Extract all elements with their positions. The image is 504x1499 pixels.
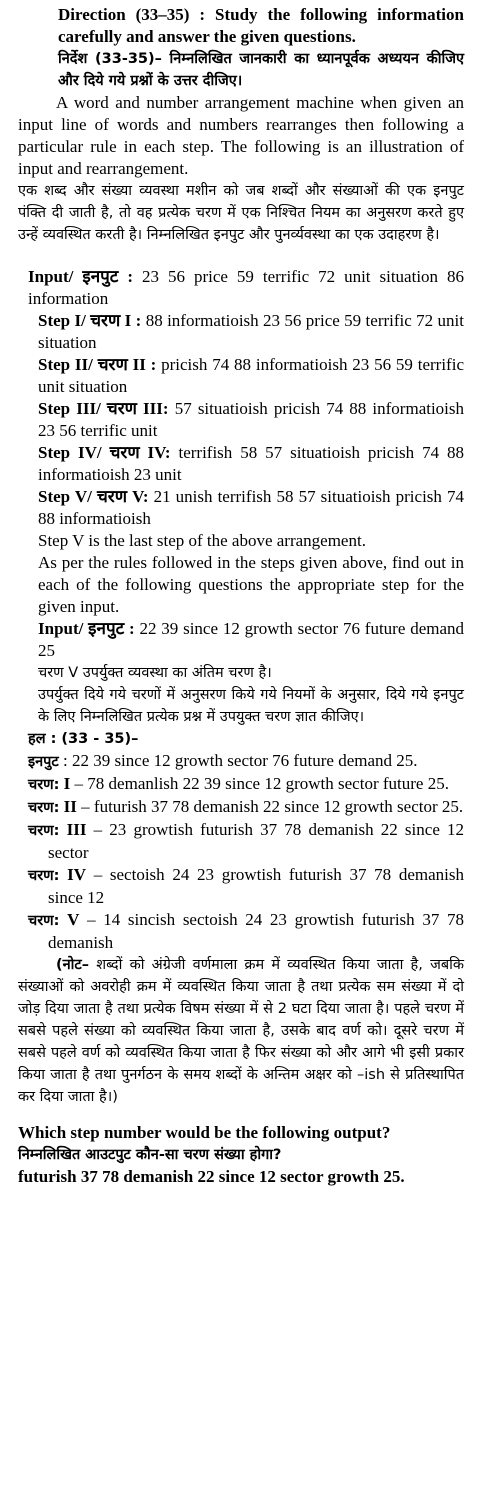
solution-step-text: – sectoish 24 23 growtish futurish 37 78 demanish since 12: [48, 865, 464, 907]
given-input-text: 22 39 since 12 growth sector 76 future demand 25: [38, 619, 465, 660]
solution-step-label: चरण:: [28, 823, 60, 839]
step-text: terrifish 58 57 situatioish pricish 74 88 informatioish 23 unit: [38, 443, 465, 484]
solution-step: [18, 909, 464, 954]
solution-step-label: चरण:: [28, 777, 60, 793]
question-english: Which step number would be the following output?: [18, 1123, 391, 1142]
last-step-note-hindi: चरण V उपर्युक्त व्यवस्था का अंतिम चरण है।: [38, 665, 272, 681]
step-label: Step V/ चरण V:: [38, 487, 149, 506]
given-input-label: Input/ इनपुट :: [38, 619, 135, 638]
step-label: Step III/ चरण III:: [38, 399, 169, 418]
example-steps: [18, 310, 464, 728]
solution-heading: हल : (33 - 35)–: [28, 731, 139, 747]
example-input: [18, 266, 464, 310]
solution-step: [18, 796, 464, 819]
solution-step-number: IV: [67, 865, 87, 884]
solution-step: [18, 864, 464, 909]
solution-note-text: शब्दों को अंग्रेजी वर्णमाला क्रम में व्यवस्थित किया जाता है, जबकि संख्याओं को अवरोही क्रम में व्यवस्थित किया जाता है तथा प्रत्येक सम संख्या में दो जोड़ दिया जाता है तथा प्रत्येक विषम संख्या में से 2 घटा दिया जाता है। पहले चरण में सबसे पहले संख्या को व्यवस्थित किया जाता है, उसके बाद वर्ण को। दूसरे चरण में सबसे पहले वर्ण को व्यवस्थित किया जाता है फिर संख्या को और आगे भी इसी प्रकार किया जाता है तथा पुनर्गठन के समय शब्दों के अन्तिम अक्षर को –ish से प्रतिस्थापित कर दिया जाता है।): [18, 957, 464, 1105]
solution-step-number: I: [63, 774, 71, 793]
example-step: [38, 486, 464, 530]
step-label: Step I/ चरण I :: [38, 311, 142, 330]
solution-step-number: II: [63, 797, 77, 816]
solution-input: [18, 750, 464, 773]
spacer: [18, 246, 464, 266]
solution-note: [18, 954, 464, 1108]
step-text: 88 informatioish 23 56 price 59 terrific 72 unit situation: [38, 311, 464, 352]
solution-step-label: चरण:: [28, 913, 60, 929]
solution-note-label: (नोट–: [56, 957, 89, 973]
example-step: [38, 442, 464, 486]
solution-step: [18, 773, 464, 796]
solution-step-label: चरण:: [28, 800, 60, 816]
solution-input-text: : 22 39 since 12 growth sector 76 future demand 25.: [62, 751, 418, 770]
intro-english: A word and number arrangement machine when given an input line of words and numbers rearranges then following a particular rule in each step. The following is an illustration of input and rearrangement.: [18, 93, 464, 178]
question-hindi: निम्नलिखित आउटपुट कौन-सा चरण संख्या होगा?: [18, 1147, 282, 1163]
step-label: Step IV/ चरण IV:: [38, 443, 171, 462]
step-text: 57 situatioish pricish 74 88 informatioish 23 56 terrific unit: [38, 399, 465, 440]
rules-note-hindi: उपर्युक्त दिये गये चरणों में अनुसरण किये गये नियमों के अनुसार, दिये गये इनपुट के लिए निम्नलिखित प्रत्येक प्रश्न में उपयुक्त चरण ज्ञात कीजिए।: [38, 687, 464, 725]
step-label: Step II/ चरण II :: [38, 355, 157, 374]
solution-step-number: III: [66, 820, 87, 839]
intro-hindi: एक शब्द और संख्या व्यवस्था मशीन को जब शब्दों और संख्याओं की एक इनपुट पंक्ति दी जाती है, तो वह प्रत्येक चरण में एक निश्चित नियम का अनुसरण करते हुए उन्हें व्यवस्थित करती है। निम्नलिखित इनपुट और पुनर्व्यवस्था का एक उदाहरण है।: [18, 183, 464, 243]
solution-step: [18, 819, 464, 864]
given-input: [38, 618, 464, 662]
example-input-label: Input/ इनपुट :: [28, 267, 133, 286]
solution-step-number: V: [67, 910, 80, 929]
example-step: [38, 310, 464, 354]
solution-step-text: – 23 growtish futurish 37 78 demanish 22 since 12 sector: [48, 820, 465, 862]
step-text: 21 unish terrifish 58 57 situatioish pricish 74 88 informatioish: [38, 487, 464, 528]
question-output: futurish 37 78 demanish 22 since 12 sector growth 25.: [18, 1167, 405, 1186]
direction-english: Direction (33–35) : Study the following information carefully and answer the given questions.: [58, 5, 464, 46]
step-text: pricish 74 88 informatioish 23 56 59 terrific unit situation: [38, 355, 464, 396]
example-step: [38, 398, 464, 442]
solution-input-label: इनपुट: [28, 754, 59, 770]
solution-step-text: – 14 sincish sectoish 24 23 growtish futurish 37 78 demanish: [48, 910, 465, 952]
solution-step-label: चरण:: [28, 868, 60, 884]
solution-step-text: – 78 demanlish 22 39 since 12 growth sector future 25.: [74, 774, 449, 793]
solution-step-text: – futurish 37 78 demanish 22 since 12 growth sector 25.: [81, 797, 464, 816]
rules-note: As per the rules followed in the steps given above, find out in each of the following questions the appropriate step for the given input.: [38, 553, 464, 616]
example-input-text: 23 56 price 59 terrific 72 unit situation 86 information: [28, 267, 465, 308]
last-step-note: Step V is the last step of the above arrangement.: [38, 531, 366, 550]
direction-hindi: निर्देश (33-35)– निम्नलिखित जानकारी का ध्यानपूर्वक अध्ययन कीजिए और दिये गये प्रश्नों के उत्तर दीजिए।: [58, 51, 464, 89]
example-step: [38, 354, 464, 398]
